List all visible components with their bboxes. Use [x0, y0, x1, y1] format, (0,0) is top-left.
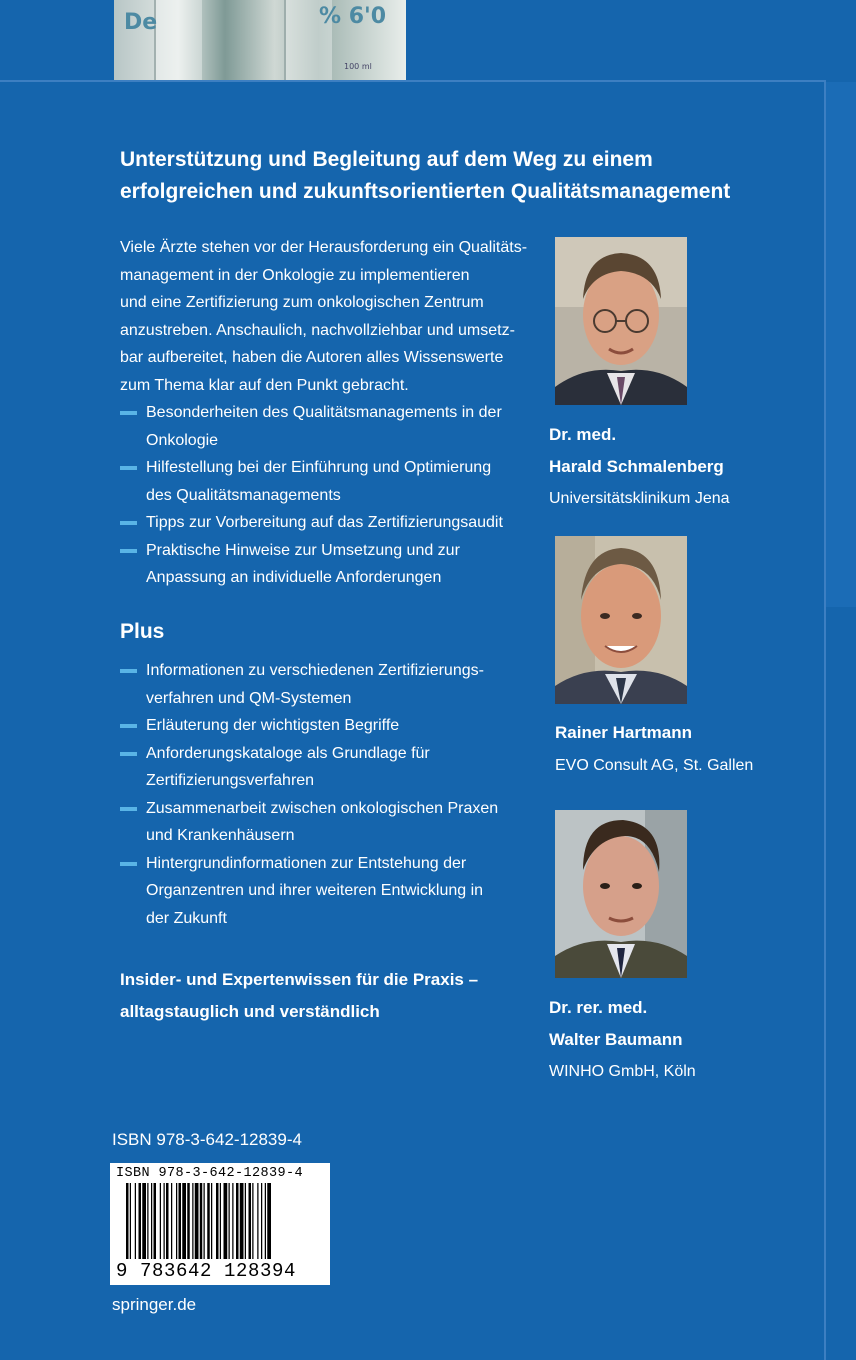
- author-affiliation: Universitätsklinikum Jena: [549, 490, 730, 507]
- barcode-bars: [126, 1183, 316, 1261]
- barcode-bar: [252, 1183, 253, 1259]
- headline-line: Unterstützung und Begleitung auf dem Weg zu einem: [120, 148, 653, 171]
- barcode-bar: [207, 1183, 210, 1259]
- barcode-bar: [182, 1183, 186, 1259]
- barcode-bar: [147, 1183, 148, 1259]
- barcode-bar: [154, 1183, 157, 1259]
- barcode-bar: [142, 1183, 146, 1259]
- intro-line: und eine Zertifizierung zum onkologischen Zentrum: [120, 294, 484, 311]
- bullet-dash-icon: [120, 466, 137, 470]
- barcode-isbn-text: ISBN 978-3-642-12839-4: [116, 1166, 304, 1181]
- author-photo: [555, 237, 687, 405]
- author-name-line: Walter Baumann: [549, 1030, 683, 1049]
- list-item-text: Informationen zu verschiedenen Zertifizierungs-: [146, 662, 484, 679]
- list-item-text: Tipps zur Vorbereitung auf das Zertifizierungsaudit: [146, 514, 503, 531]
- author-name-line: Rainer Hartmann: [555, 723, 692, 742]
- barcode-bar: [135, 1183, 136, 1259]
- list-item: [120, 537, 540, 592]
- barcode-bar: [257, 1183, 258, 1259]
- barcode-bar: [261, 1183, 262, 1259]
- barcode-bar: [176, 1183, 177, 1259]
- barcode-bar: [160, 1183, 161, 1259]
- list-item: [120, 740, 540, 795]
- list-item-text: Hilfestellung bei der Einführung und Optimierung: [146, 459, 492, 476]
- list-item-text: Anpassung an individuelle Anforderungen: [146, 569, 442, 586]
- list-item-text: der Zukunft: [146, 909, 227, 927]
- plus-list: [120, 657, 540, 932]
- list-item-text: Organzentren und ihrer weiteren Entwicklung in: [146, 882, 484, 899]
- author-title: Dr. rer. med.: [549, 998, 648, 1017]
- barcode-bar: [211, 1183, 212, 1259]
- intro-paragraph: [120, 234, 540, 399]
- list-item-text: verfahren und QM-Systemen: [146, 689, 352, 707]
- barcode-bar: [187, 1183, 190, 1259]
- photo-decoration: 100 ml: [344, 62, 372, 71]
- plus-heading: Plus: [120, 620, 165, 643]
- barcode-bar: [126, 1183, 129, 1259]
- headline: [120, 144, 800, 208]
- author-name: [549, 419, 724, 483]
- list-item: [120, 712, 540, 740]
- author-affiliation: EVO Consult AG, St. Gallen: [555, 757, 754, 774]
- intro-line: Viele Ärzte stehen vor der Herausforderung ein Qualitäts-: [120, 239, 528, 256]
- intro-line: zum Thema klar auf den Punkt gebracht.: [120, 376, 409, 394]
- barcode-bar: [204, 1183, 205, 1259]
- closing-statement: [120, 964, 540, 1028]
- barcode-bar: [265, 1183, 266, 1259]
- barcode-bar: [229, 1183, 230, 1259]
- bullet-dash-icon: [120, 669, 137, 673]
- author-photo: [555, 536, 687, 704]
- list-item-text: Praktische Hinweise zur Umsetzung und zur: [146, 541, 460, 559]
- frame-line: [0, 80, 826, 82]
- list-item-text: Erläuterung der wichtigsten Begriffe: [146, 717, 400, 734]
- barcode-bar: [151, 1183, 152, 1259]
- barcode-bar: [192, 1183, 193, 1259]
- intro-line: anzustreben. Anschaulich, nachvollziehbar und umsetz-: [120, 321, 515, 339]
- list-item-text: Zusammenarbeit zwischen onkologischen Praxen: [146, 799, 499, 817]
- list-item: [120, 454, 540, 509]
- photo-decoration: De: [124, 10, 158, 35]
- barcode-bar: [179, 1183, 182, 1259]
- list-item-text: Zertifizierungsverfahren: [146, 772, 315, 789]
- isbn-label: ISBN 978-3-642-12839-4: [112, 1130, 302, 1149]
- feature-list: [120, 399, 540, 592]
- barcode-bar: [195, 1183, 199, 1259]
- cover-photo-strip: [114, 0, 406, 80]
- photo-decoration: % 6'0: [319, 4, 387, 29]
- barcode-bar: [139, 1183, 142, 1259]
- spine-tab: [826, 82, 856, 607]
- author-affiliation: WINHO GmbH, Köln: [549, 1063, 696, 1080]
- bullet-dash-icon: [120, 549, 137, 553]
- bullet-dash-icon: [120, 862, 137, 866]
- barcode-bar: [171, 1183, 172, 1259]
- author-photo: [555, 810, 687, 978]
- barcode-bar: [245, 1183, 246, 1259]
- author-name: [549, 992, 683, 1056]
- bullet-dash-icon: [120, 752, 137, 756]
- list-item-text: Anforderungskataloge als Grundlage für: [146, 744, 430, 762]
- barcode-bar: [249, 1183, 252, 1259]
- list-item: [120, 399, 540, 454]
- barcode-bar: [232, 1183, 233, 1259]
- barcode-bar: [224, 1183, 228, 1259]
- list-item-text: des Qualitätsmanagements: [146, 486, 341, 504]
- closing-line: alltagstauglich und verständlich: [120, 1002, 380, 1021]
- publisher-link[interactable]: springer.de: [112, 1295, 197, 1314]
- list-item-text: Hintergrundinformationen zur Entstehung der: [146, 854, 467, 872]
- barcode-bar: [164, 1183, 165, 1259]
- author-name: [555, 717, 692, 749]
- list-item-text: und Krankenhäusern: [146, 827, 295, 844]
- list-item-text: Onkologie: [146, 431, 219, 449]
- list-item: [120, 509, 540, 537]
- bullet-dash-icon: [120, 521, 137, 525]
- barcode-bar: [130, 1183, 131, 1259]
- list-item-text: Besonderheiten des Qualitätsmanagements in der: [146, 404, 502, 421]
- headline-line: erfolgreichen und zukunftsorientierten Qualitätsmanagement: [120, 180, 731, 203]
- barcode-bar: [220, 1183, 221, 1259]
- barcode-bar: [200, 1183, 203, 1259]
- list-item: [120, 795, 540, 850]
- barcode-bar: [216, 1183, 219, 1259]
- bullet-dash-icon: [120, 411, 137, 415]
- closing-line: Insider- und Expertenwissen für die Praxis –: [120, 970, 479, 989]
- intro-line: bar aufbereitet, haben die Autoren alles Wissenswerte: [120, 349, 504, 366]
- barcode-bar: [166, 1183, 169, 1259]
- barcode-number: 9 783642 128394: [116, 1260, 297, 1282]
- barcode-bar: [236, 1183, 239, 1259]
- bullet-dash-icon: [120, 724, 137, 728]
- author-name-line: Harald Schmalenberg: [549, 457, 724, 476]
- author-title: Dr. med.: [549, 425, 617, 444]
- intro-line: management in der Onkologie zu implementieren: [120, 266, 470, 284]
- bullet-dash-icon: [120, 807, 137, 811]
- barcode-bar: [267, 1183, 271, 1259]
- barcode: [110, 1163, 330, 1285]
- barcode-bar: [240, 1183, 244, 1259]
- list-item: [120, 850, 540, 933]
- list-item: [120, 657, 540, 712]
